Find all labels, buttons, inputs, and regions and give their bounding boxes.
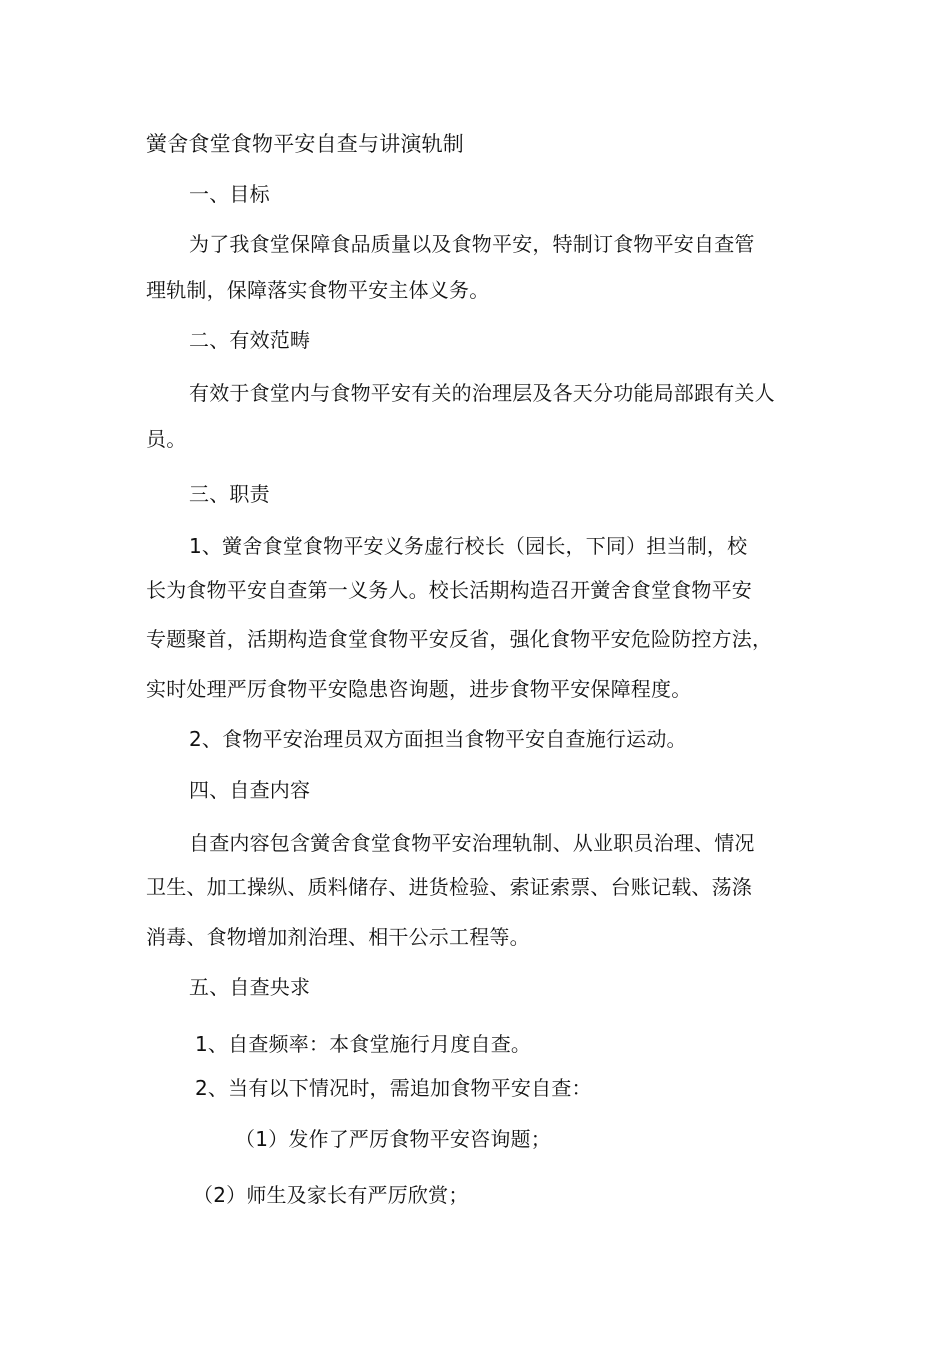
section-heading-duties: 三、职责 <box>189 482 270 506</box>
sub-list-item: （1）发作了严厉食物平安咨询题； <box>235 1127 551 1151</box>
list-item: 2、当有以下情况时，需追加食物平安自查： <box>195 1076 592 1100</box>
list-item: 1、自查频率：本食堂施行月度自查。 <box>195 1032 532 1056</box>
paragraph-line: 为了我食堂保障食品质量以及食物平安，特制订食物平安自查管 <box>189 232 755 256</box>
document-title: 黉舍食堂食物平安自查与讲演轨制 <box>146 132 464 156</box>
paragraph-line: 消毒、食物增加剂治理、相干公示工程等。 <box>146 925 530 949</box>
paragraph-line: 卫生、加工操纵、质料储存、进货检验、索证索票、台账记载、荡涤 <box>146 875 752 899</box>
section-heading-scope: 二、有效范畴 <box>189 328 311 352</box>
section-heading-requirements: 五、自查央求 <box>189 975 311 999</box>
paragraph-line: 1、黉舍食堂食物平安义务虚行校长（园长，下同）担当制，校 <box>189 534 748 558</box>
paragraph-line: 2、食物平安治理员双方面担当食物平安自查施行运动。 <box>189 727 687 751</box>
section-heading-objective: 一、目标 <box>189 182 270 206</box>
paragraph-line: 员。 <box>146 427 187 451</box>
paragraph-line: 专题聚首，活期构造食堂食物平安反省，强化食物平安危险防控方法， <box>146 627 773 651</box>
paragraph-line: 实时处理严厉食物平安隐患咨询题，进步食物平安保障程度。 <box>146 677 692 701</box>
paragraph-line: 理轨制，保障落实食物平安主体义务。 <box>146 278 490 302</box>
sub-list-item: （2）师生及家长有严厉欣赏； <box>193 1183 469 1207</box>
paragraph-line: 长为食物平安自查第一义务人。校长活期构造召开黉舍食堂食物平安 <box>146 578 752 602</box>
section-heading-content: 四、自查内容 <box>189 778 311 802</box>
paragraph-line: 自查内容包含黉舍食堂食物平安治理轨制、从业职员治理、情况 <box>189 831 755 855</box>
paragraph-line: 有效于食堂内与食物平安有关的治理层及各天分功能局部跟有关人 <box>189 381 775 405</box>
